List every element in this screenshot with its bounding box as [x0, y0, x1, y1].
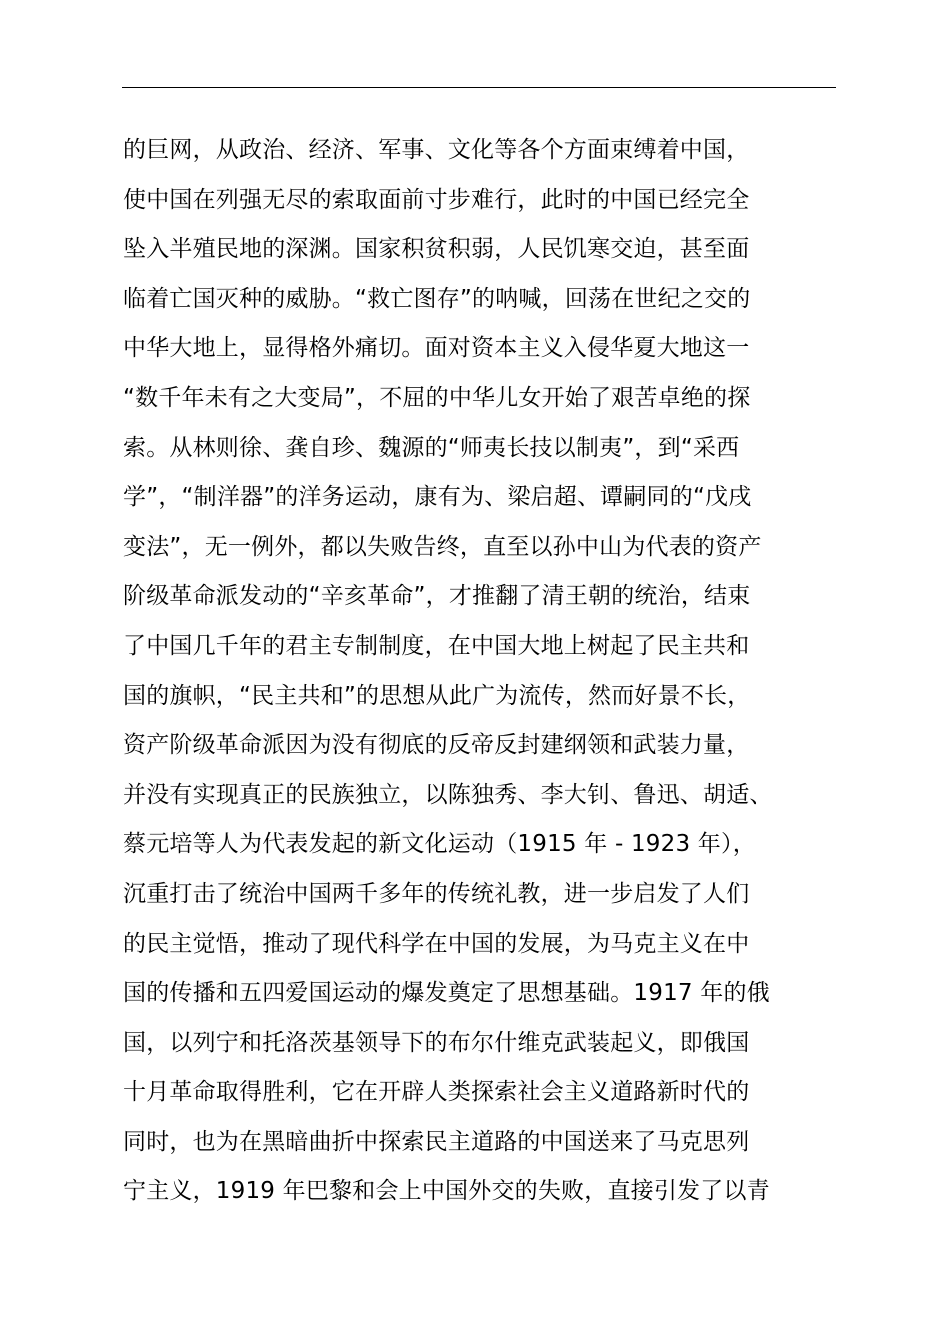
- text-line-10: 阶级革命派发动的“辛亥革命”，才推翻了清王朝的统治，结束: [123, 583, 751, 610]
- text-line-16: 沉重打击了统治中国两千多年的传统礼教，进一步启发了人们: [123, 880, 750, 907]
- text-line-22: 宁主义，1919 年巴黎和会上中国外交的失败，直接引发了以青: [123, 1178, 770, 1205]
- text-line-4: 临着亡国灭种的威胁。“救亡图存”的呐喊，回荡在世纪之交的: [123, 285, 751, 312]
- text-line-20: 十月革命取得胜利，它在开辟人类探索社会主义道路新时代的: [123, 1079, 750, 1106]
- text-line-5: 中华大地上，显得格外痛切。面对资本主义入侵华夏大地这一: [123, 335, 750, 362]
- text-line-11: 了中国几千年的君主专制制度，在中国大地上树起了民主共和: [123, 632, 750, 659]
- text-line-15: 蔡元培等人为代表发起的新文化运动（1915 年 - 1923 年），: [123, 831, 756, 858]
- text-line-18: 国的传播和五四爱国运动的爆发奠定了思想基础。1917 年的俄: [123, 980, 770, 1007]
- text-line-12: 国的旗帜，“民主共和”的思想从此广为流传，然而好景不长，: [123, 682, 751, 709]
- text-line-9: 变法”，无一例外，都以失败告终，直至以孙中山为代表的资产: [123, 533, 762, 560]
- text-line-19: 国，以列宁和托洛茨基领导下的布尔什维克武装起义，即俄国: [123, 1029, 750, 1056]
- text-line-13: 资产阶级革命派因为没有彻底的反帝反封建纲领和武装力量，: [123, 732, 750, 759]
- header-rule: [122, 87, 836, 88]
- text-line-14: 并没有实现真正的民族独立，以陈独秀、李大钊、鲁迅、胡适、: [123, 781, 773, 808]
- text-line-17: 的民主觉悟，推动了现代科学在中国的发展，为马克主义在中: [123, 930, 750, 957]
- text-line-8: 学”，“制洋器”的洋务运动，康有为、梁启超、谭嗣同的“戊戌: [123, 484, 752, 511]
- text-line-2: 使中国在列强无尽的索取面前寸步难行，此时的中国已经完全: [123, 186, 750, 213]
- text-line-21: 同时，也为在黑暗曲折中探索民主道路的中国送来了马克思列: [123, 1128, 750, 1155]
- body-paragraph: [123, 126, 839, 1217]
- text-line-1: 的巨网，从政治、经济、军事、文化等各个方面束缚着中国，: [123, 137, 750, 163]
- text-line-7: 索。从林则徐、龚自珍、魏源的“师夷长技以制夷”，到“采西: [123, 434, 740, 461]
- text-line-3: 坠入半殖民地的深渊。国家积贫积弱，人民饥寒交迫，甚至面: [123, 236, 750, 263]
- text-line-6: “数千年未有之大变局”，不屈的中华儿女开始了艰苦卓绝的探: [123, 384, 751, 411]
